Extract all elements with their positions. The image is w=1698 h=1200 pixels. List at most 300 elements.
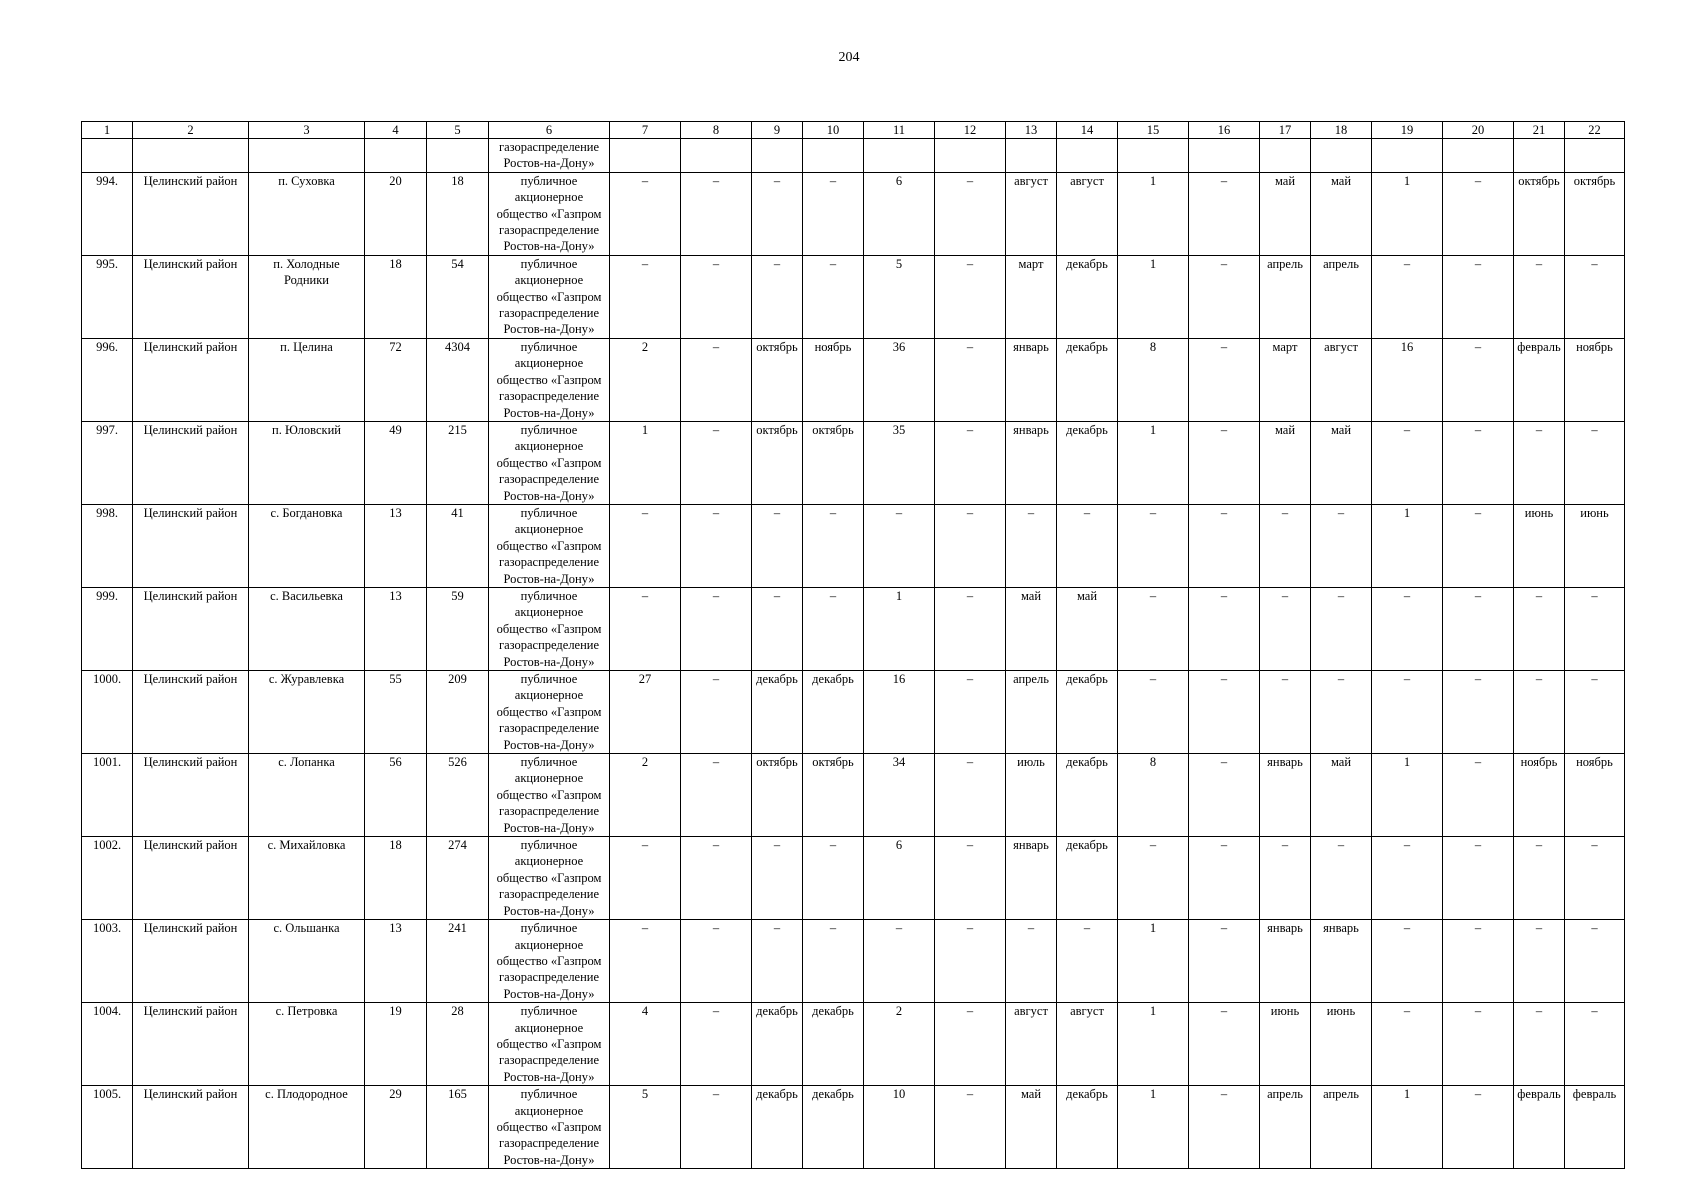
continuation-cell-col-6: газораспределение Ростов-на-Дону»	[489, 139, 610, 173]
table-cell-col-8: –	[681, 837, 752, 920]
table-row	[82, 920, 1625, 1003]
table-cell-col-2: Целинский район	[133, 1003, 249, 1086]
table-cell-col-3: с. Журавлевка	[249, 671, 365, 754]
table-cell-col-18: апрель	[1311, 1086, 1372, 1169]
table-cell-col-6: публичное акционерное общество «Газпром газораспределение Ростов-на-Дону»	[489, 754, 610, 837]
table-cell-col-17: апрель	[1260, 1086, 1311, 1169]
continuation-cell-col-9	[752, 139, 803, 173]
table-cell-col-3: п. Холодные Родники	[249, 255, 365, 338]
continuation-row	[82, 139, 1625, 173]
table-cell-col-13: август	[1006, 172, 1057, 255]
table-cell-col-13: июль	[1006, 754, 1057, 837]
table-cell-col-10: –	[803, 920, 864, 1003]
table-cell-col-4: 55	[365, 671, 427, 754]
table-cell-col-4: 18	[365, 837, 427, 920]
table-cell-col-8: –	[681, 255, 752, 338]
column-header-15: 15	[1118, 122, 1189, 139]
table-cell-col-12: –	[935, 504, 1006, 587]
table-cell-col-14: декабрь	[1057, 255, 1118, 338]
table-cell-col-21: ноябрь	[1514, 754, 1565, 837]
table-cell-col-11: 35	[864, 421, 935, 504]
table-cell-col-16: –	[1189, 587, 1260, 670]
table-cell-col-7: 5	[610, 1086, 681, 1169]
table-cell-col-5: 4304	[427, 338, 489, 421]
table-cell-col-3: п. Юловский	[249, 421, 365, 504]
table-cell-col-2: Целинский район	[133, 587, 249, 670]
table-cell-col-10: октябрь	[803, 421, 864, 504]
table-cell-col-6: публичное акционерное общество «Газпром газораспределение Ростов-на-Дону»	[489, 338, 610, 421]
column-header-4: 4	[365, 122, 427, 139]
table-cell-col-10: ноябрь	[803, 338, 864, 421]
table-cell-col-2: Целинский район	[133, 920, 249, 1003]
table-cell-col-20: –	[1443, 1003, 1514, 1086]
table-cell-col-1: 994.	[82, 172, 133, 255]
table-cell-col-10: декабрь	[803, 1003, 864, 1086]
table-cell-col-22: –	[1565, 920, 1625, 1003]
table-cell-col-17: –	[1260, 504, 1311, 587]
table-cell-col-19: 1	[1372, 504, 1443, 587]
table-cell-col-5: 526	[427, 754, 489, 837]
table-cell-col-15: –	[1118, 504, 1189, 587]
table-cell-col-9: декабрь	[752, 1086, 803, 1169]
table-cell-col-8: –	[681, 172, 752, 255]
table-cell-col-9: октябрь	[752, 754, 803, 837]
table-cell-col-2: Целинский район	[133, 421, 249, 504]
table-cell-col-5: 165	[427, 1086, 489, 1169]
table-cell-col-13: январь	[1006, 338, 1057, 421]
table-cell-col-20: –	[1443, 587, 1514, 670]
table-cell-col-14: –	[1057, 504, 1118, 587]
table-cell-col-8: –	[681, 754, 752, 837]
table-cell-col-5: 241	[427, 920, 489, 1003]
table-cell-col-13: –	[1006, 504, 1057, 587]
table-cell-col-3: с. Ольшанка	[249, 920, 365, 1003]
table-cell-col-7: –	[610, 837, 681, 920]
table-cell-col-3: п. Суховка	[249, 172, 365, 255]
continuation-cell-col-12	[935, 139, 1006, 173]
column-header-17: 17	[1260, 122, 1311, 139]
table-cell-col-13: апрель	[1006, 671, 1057, 754]
table-cell-col-16: –	[1189, 1003, 1260, 1086]
table-cell-col-18: июнь	[1311, 1003, 1372, 1086]
table-cell-col-19: 1	[1372, 1086, 1443, 1169]
table-cell-col-11: –	[864, 920, 935, 1003]
table-cell-col-11: 6	[864, 172, 935, 255]
table-row	[82, 1086, 1625, 1169]
table-cell-col-9: декабрь	[752, 1003, 803, 1086]
table-cell-col-15: –	[1118, 837, 1189, 920]
table-cell-col-11: 36	[864, 338, 935, 421]
table-cell-col-10: октябрь	[803, 754, 864, 837]
table-row	[82, 421, 1625, 504]
table-cell-col-22: февраль	[1565, 1086, 1625, 1169]
table-cell-col-11: 10	[864, 1086, 935, 1169]
table-cell-col-10: декабрь	[803, 1086, 864, 1169]
table-cell-col-10: –	[803, 255, 864, 338]
table-cell-col-12: –	[935, 1003, 1006, 1086]
table-cell-col-22: –	[1565, 421, 1625, 504]
table-cell-col-5: 209	[427, 671, 489, 754]
table-cell-col-1: 1004.	[82, 1003, 133, 1086]
column-header-13: 13	[1006, 122, 1057, 139]
table-cell-col-11: 2	[864, 1003, 935, 1086]
table-cell-col-9: –	[752, 504, 803, 587]
table-cell-col-4: 13	[365, 504, 427, 587]
table-cell-col-20: –	[1443, 754, 1514, 837]
table-cell-col-16: –	[1189, 172, 1260, 255]
table-cell-col-21: –	[1514, 255, 1565, 338]
column-header-8: 8	[681, 122, 752, 139]
table-cell-col-4: 49	[365, 421, 427, 504]
table-cell-col-12: –	[935, 421, 1006, 504]
table-cell-col-20: –	[1443, 255, 1514, 338]
table-cell-col-21: февраль	[1514, 338, 1565, 421]
table-cell-col-1: 996.	[82, 338, 133, 421]
table-cell-col-2: Целинский район	[133, 837, 249, 920]
table-cell-col-11: 5	[864, 255, 935, 338]
table-cell-col-18: май	[1311, 754, 1372, 837]
column-header-1: 1	[82, 122, 133, 139]
column-header-3: 3	[249, 122, 365, 139]
table-cell-col-14: декабрь	[1057, 837, 1118, 920]
table-cell-col-1: 1003.	[82, 920, 133, 1003]
table-cell-col-4: 20	[365, 172, 427, 255]
table-cell-col-20: –	[1443, 504, 1514, 587]
table-cell-col-18: май	[1311, 172, 1372, 255]
table-cell-col-17: –	[1260, 587, 1311, 670]
table-cell-col-3: с. Михайловка	[249, 837, 365, 920]
table-cell-col-8: –	[681, 1003, 752, 1086]
table-cell-col-9: октябрь	[752, 421, 803, 504]
table-cell-col-6: публичное акционерное общество «Газпром газораспределение Ростов-на-Дону»	[489, 587, 610, 670]
table-cell-col-17: –	[1260, 671, 1311, 754]
table-cell-col-13: март	[1006, 255, 1057, 338]
table-cell-col-18: –	[1311, 587, 1372, 670]
table-cell-col-14: декабрь	[1057, 1086, 1118, 1169]
table-cell-col-18: –	[1311, 504, 1372, 587]
table-cell-col-18: январь	[1311, 920, 1372, 1003]
gasification-schedule-table	[81, 121, 1625, 1169]
table-cell-col-1: 999.	[82, 587, 133, 670]
table-cell-col-15: 1	[1118, 920, 1189, 1003]
column-header-6: 6	[489, 122, 610, 139]
table-cell-col-6: публичное акционерное общество «Газпром газораспределение Ростов-на-Дону»	[489, 421, 610, 504]
column-number-header-row	[82, 122, 1625, 139]
continuation-cell-col-4	[365, 139, 427, 173]
table-cell-col-9: –	[752, 837, 803, 920]
continuation-cell-col-8	[681, 139, 752, 173]
table-cell-col-14: август	[1057, 172, 1118, 255]
continuation-cell-col-19	[1372, 139, 1443, 173]
table-cell-col-8: –	[681, 587, 752, 670]
table-cell-col-21: –	[1514, 671, 1565, 754]
page-number: 204	[838, 50, 860, 65]
table-cell-col-6: публичное акционерное общество «Газпром газораспределение Ростов-на-Дону»	[489, 1003, 610, 1086]
table-cell-col-19: –	[1372, 1003, 1443, 1086]
continuation-cell-col-5	[427, 139, 489, 173]
table-row	[82, 754, 1625, 837]
table-cell-col-1: 1000.	[82, 671, 133, 754]
table-cell-col-20: –	[1443, 1086, 1514, 1169]
column-header-7: 7	[610, 122, 681, 139]
table-cell-col-13: май	[1006, 1086, 1057, 1169]
table-cell-col-15: 1	[1118, 421, 1189, 504]
table-row	[82, 587, 1625, 670]
table-cell-col-22: ноябрь	[1565, 338, 1625, 421]
table-cell-col-2: Целинский район	[133, 671, 249, 754]
continuation-cell-col-16	[1189, 139, 1260, 173]
column-header-19: 19	[1372, 122, 1443, 139]
table-cell-col-22: июнь	[1565, 504, 1625, 587]
table-cell-col-2: Целинский район	[133, 338, 249, 421]
continuation-cell-col-1	[82, 139, 133, 173]
table-cell-col-4: 18	[365, 255, 427, 338]
table-cell-col-16: –	[1189, 255, 1260, 338]
table-cell-col-7: –	[610, 504, 681, 587]
table-cell-col-5: 28	[427, 1003, 489, 1086]
table-cell-col-21: февраль	[1514, 1086, 1565, 1169]
table-cell-col-9: –	[752, 172, 803, 255]
table-cell-col-4: 72	[365, 338, 427, 421]
table-cell-col-2: Целинский район	[133, 172, 249, 255]
table-cell-col-16: –	[1189, 920, 1260, 1003]
table-cell-col-14: май	[1057, 587, 1118, 670]
table-cell-col-10: –	[803, 504, 864, 587]
table-cell-col-7: 2	[610, 754, 681, 837]
table-cell-col-17: апрель	[1260, 255, 1311, 338]
table-cell-col-18: –	[1311, 671, 1372, 754]
column-header-10: 10	[803, 122, 864, 139]
table-cell-col-18: май	[1311, 421, 1372, 504]
table-cell-col-3: с. Петровка	[249, 1003, 365, 1086]
table-cell-col-16: –	[1189, 338, 1260, 421]
table-row	[82, 1003, 1625, 1086]
table-cell-col-17: –	[1260, 837, 1311, 920]
table-cell-col-8: –	[681, 671, 752, 754]
table-cell-col-3: с. Васильевка	[249, 587, 365, 670]
table-cell-col-19: –	[1372, 837, 1443, 920]
table-cell-col-5: 18	[427, 172, 489, 255]
column-header-16: 16	[1189, 122, 1260, 139]
table-cell-col-19: 1	[1372, 172, 1443, 255]
table-cell-col-15: –	[1118, 587, 1189, 670]
table-cell-col-7: 4	[610, 1003, 681, 1086]
table-cell-col-12: –	[935, 172, 1006, 255]
table-cell-col-17: май	[1260, 421, 1311, 504]
table-cell-col-19: –	[1372, 255, 1443, 338]
table-cell-col-13: январь	[1006, 421, 1057, 504]
table-cell-col-14: декабрь	[1057, 421, 1118, 504]
table-cell-col-14: –	[1057, 920, 1118, 1003]
continuation-cell-col-20	[1443, 139, 1514, 173]
table-cell-col-22: ноябрь	[1565, 754, 1625, 837]
table-cell-col-22: октябрь	[1565, 172, 1625, 255]
column-header-18: 18	[1311, 122, 1372, 139]
table-cell-col-21: –	[1514, 1003, 1565, 1086]
column-header-14: 14	[1057, 122, 1118, 139]
table-cell-col-22: –	[1565, 255, 1625, 338]
table-cell-col-15: –	[1118, 671, 1189, 754]
table-cell-col-1: 1001.	[82, 754, 133, 837]
table-cell-col-1: 998.	[82, 504, 133, 587]
table-cell-col-3: с. Лопанка	[249, 754, 365, 837]
table-cell-col-22: –	[1565, 671, 1625, 754]
table-cell-col-15: 8	[1118, 338, 1189, 421]
table-cell-col-17: март	[1260, 338, 1311, 421]
continuation-cell-col-10	[803, 139, 864, 173]
continuation-cell-col-2	[133, 139, 249, 173]
table-cell-col-15: 1	[1118, 172, 1189, 255]
column-header-2: 2	[133, 122, 249, 139]
table-cell-col-19: –	[1372, 671, 1443, 754]
table-cell-col-19: 16	[1372, 338, 1443, 421]
table-cell-col-3: п. Целина	[249, 338, 365, 421]
table-cell-col-20: –	[1443, 421, 1514, 504]
table-cell-col-17: май	[1260, 172, 1311, 255]
table-cell-col-6: публичное акционерное общество «Газпром газораспределение Ростов-на-Дону»	[489, 671, 610, 754]
table-cell-col-13: май	[1006, 587, 1057, 670]
continuation-cell-col-13	[1006, 139, 1057, 173]
table-cell-col-20: –	[1443, 920, 1514, 1003]
table-cell-col-7: –	[610, 587, 681, 670]
table-cell-col-9: –	[752, 920, 803, 1003]
continuation-cell-col-21	[1514, 139, 1565, 173]
table-cell-col-20: –	[1443, 671, 1514, 754]
table-cell-col-22: –	[1565, 837, 1625, 920]
table-cell-col-20: –	[1443, 338, 1514, 421]
table-cell-col-19: –	[1372, 920, 1443, 1003]
continuation-cell-col-22	[1565, 139, 1625, 173]
table-cell-col-7: –	[610, 920, 681, 1003]
table-cell-col-21: –	[1514, 421, 1565, 504]
table-cell-col-12: –	[935, 671, 1006, 754]
table-cell-col-12: –	[935, 587, 1006, 670]
table-cell-col-21: –	[1514, 837, 1565, 920]
table-cell-col-6: публичное акционерное общество «Газпром газораспределение Ростов-на-Дону»	[489, 1086, 610, 1169]
table-cell-col-15: 1	[1118, 1003, 1189, 1086]
table-cell-col-22: –	[1565, 587, 1625, 670]
table-cell-col-12: –	[935, 920, 1006, 1003]
table-row	[82, 504, 1625, 587]
table-cell-col-8: –	[681, 421, 752, 504]
table-cell-col-19: –	[1372, 421, 1443, 504]
table-cell-col-14: декабрь	[1057, 671, 1118, 754]
table-cell-col-21: –	[1514, 587, 1565, 670]
table-cell-col-6: публичное акционерное общество «Газпром газораспределение Ростов-на-Дону»	[489, 255, 610, 338]
table-cell-col-11: –	[864, 504, 935, 587]
table-cell-col-10: –	[803, 837, 864, 920]
column-header-21: 21	[1514, 122, 1565, 139]
table-cell-col-17: июнь	[1260, 1003, 1311, 1086]
table-cell-col-8: –	[681, 1086, 752, 1169]
column-header-22: 22	[1565, 122, 1625, 139]
table-row	[82, 255, 1625, 338]
table-cell-col-12: –	[935, 837, 1006, 920]
continuation-cell-col-3	[249, 139, 365, 173]
table-cell-col-18: апрель	[1311, 255, 1372, 338]
table-cell-col-19: –	[1372, 587, 1443, 670]
table-cell-col-14: август	[1057, 1003, 1118, 1086]
table-cell-col-2: Целинский район	[133, 255, 249, 338]
table-cell-col-5: 41	[427, 504, 489, 587]
table-cell-col-4: 29	[365, 1086, 427, 1169]
table-cell-col-18: –	[1311, 837, 1372, 920]
table-cell-col-10: декабрь	[803, 671, 864, 754]
table-cell-col-16: –	[1189, 1086, 1260, 1169]
table-cell-col-17: январь	[1260, 920, 1311, 1003]
continuation-cell-col-14	[1057, 139, 1118, 173]
table-cell-col-10: –	[803, 172, 864, 255]
table-cell-col-5: 274	[427, 837, 489, 920]
table-cell-col-5: 59	[427, 587, 489, 670]
table-cell-col-6: публичное акционерное общество «Газпром газораспределение Ростов-на-Дону»	[489, 837, 610, 920]
table-cell-col-6: публичное акционерное общество «Газпром газораспределение Ростов-на-Дону»	[489, 172, 610, 255]
table-cell-col-12: –	[935, 1086, 1006, 1169]
table-cell-col-7: –	[610, 255, 681, 338]
table-cell-col-2: Целинский район	[133, 504, 249, 587]
table-row	[82, 837, 1625, 920]
table-cell-col-13: –	[1006, 920, 1057, 1003]
table-cell-col-11: 34	[864, 754, 935, 837]
table-cell-col-16: –	[1189, 504, 1260, 587]
table-cell-col-9: –	[752, 255, 803, 338]
table-cell-col-15: 1	[1118, 255, 1189, 338]
table-cell-col-5: 54	[427, 255, 489, 338]
table-cell-col-5: 215	[427, 421, 489, 504]
table-cell-col-16: –	[1189, 671, 1260, 754]
continuation-cell-col-11	[864, 139, 935, 173]
table-cell-col-4: 56	[365, 754, 427, 837]
table-cell-col-4: 13	[365, 920, 427, 1003]
table-cell-col-2: Целинский район	[133, 754, 249, 837]
table-cell-col-14: декабрь	[1057, 754, 1118, 837]
table-cell-col-22: –	[1565, 1003, 1625, 1086]
table-cell-col-13: август	[1006, 1003, 1057, 1086]
table-cell-col-21: июнь	[1514, 504, 1565, 587]
column-header-5: 5	[427, 122, 489, 139]
table-cell-col-8: –	[681, 504, 752, 587]
table-cell-col-11: 6	[864, 837, 935, 920]
table-cell-col-10: –	[803, 587, 864, 670]
table-cell-col-7: 27	[610, 671, 681, 754]
table-row	[82, 671, 1625, 754]
table-cell-col-15: 1	[1118, 1086, 1189, 1169]
table-cell-col-7: –	[610, 172, 681, 255]
table-cell-col-17: январь	[1260, 754, 1311, 837]
table-cell-col-12: –	[935, 255, 1006, 338]
table-cell-col-1: 1002.	[82, 837, 133, 920]
table-cell-col-4: 19	[365, 1003, 427, 1086]
table-cell-col-16: –	[1189, 754, 1260, 837]
table-cell-col-9: октябрь	[752, 338, 803, 421]
table-cell-col-11: 16	[864, 671, 935, 754]
continuation-cell-col-17	[1260, 139, 1311, 173]
table-cell-col-20: –	[1443, 837, 1514, 920]
table-cell-col-13: январь	[1006, 837, 1057, 920]
table-cell-col-18: август	[1311, 338, 1372, 421]
column-header-20: 20	[1443, 122, 1514, 139]
table-cell-col-1: 997.	[82, 421, 133, 504]
table-row	[82, 172, 1625, 255]
table-cell-col-12: –	[935, 338, 1006, 421]
table-cell-col-14: декабрь	[1057, 338, 1118, 421]
table-cell-col-16: –	[1189, 837, 1260, 920]
table-cell-col-7: 1	[610, 421, 681, 504]
table-cell-col-21: октябрь	[1514, 172, 1565, 255]
column-header-9: 9	[752, 122, 803, 139]
table-cell-col-2: Целинский район	[133, 1086, 249, 1169]
table-cell-col-11: 1	[864, 587, 935, 670]
